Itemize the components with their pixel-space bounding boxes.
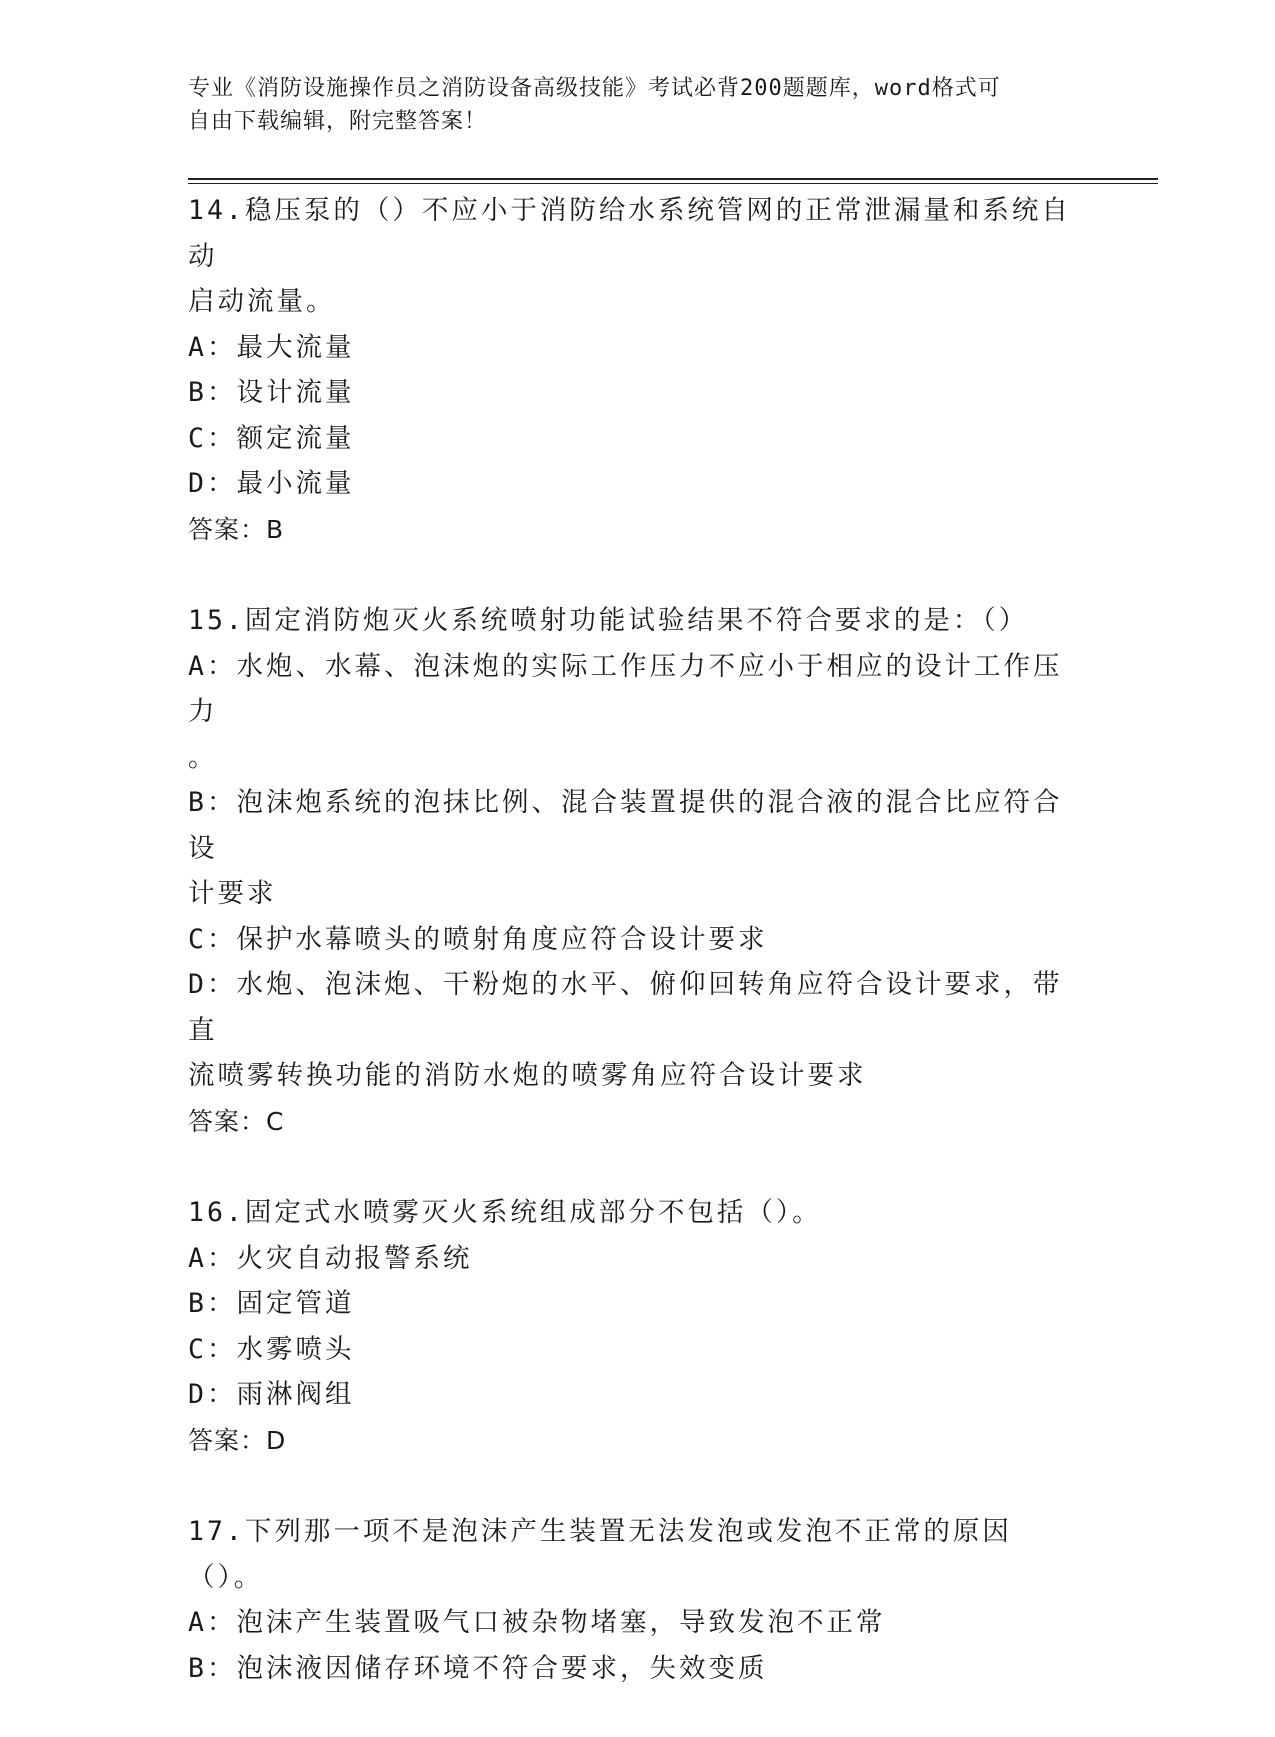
question-16 — [188, 1190, 1078, 1463]
option-b: B：泡沫炮系统的泡抹比例、混合装置提供的混合液的混合比应符合设 — [188, 787, 1063, 864]
header-line-1: 专业《消防设施操作员之消防设备高级技能》考试必背200题题库，word格式可 — [188, 76, 1001, 101]
option-c: C：保护水幕喷头的喷射角度应符合设计要求 — [188, 923, 768, 955]
option-d: D：雨淋阀组 — [188, 1379, 355, 1410]
answer: 答案：D — [188, 1425, 287, 1455]
option-a: A：泡沫产生装置吸气口被杂物堵塞，导致发泡不正常 — [188, 1607, 886, 1638]
question-stem: 14.稳压泵的（）不应小于消防给水系统管网的正常泄漏量和系统自动 — [188, 195, 1071, 272]
option-a: A：火灾自动报警系统 — [188, 1242, 473, 1274]
option-b-continued: 计要求 — [188, 878, 277, 909]
answer: 答案：C — [188, 1106, 285, 1136]
question-17 — [188, 1509, 1078, 1691]
option-c: C：额定流量 — [188, 422, 355, 454]
option-b: B：设计流量 — [188, 377, 355, 408]
option-a: A：水炮、水幕、泡沫炮的实际工作压力不应小于相应的设计工作压力 — [188, 650, 1063, 727]
question-list — [188, 188, 1078, 1737]
question-14 — [188, 188, 1078, 552]
option-d: D：最小流量 — [188, 468, 355, 499]
option-a-continued: 。 — [188, 741, 218, 773]
option-a: A：最大流量 — [188, 331, 355, 363]
option-c: C：水雾喷头 — [188, 1333, 355, 1365]
header-divider-thin — [188, 183, 1158, 184]
option-d: D：水炮、泡沫炮、干粉炮的水平、俯仰回转角应符合设计要求，带直 — [188, 969, 1063, 1046]
question-stem: 15.固定消防炮灭火系统喷射功能试验结果不符合要求的是：（） — [188, 605, 1029, 636]
header-divider-thick — [188, 178, 1158, 180]
question-15 — [188, 598, 1078, 1144]
option-b: B：固定管道 — [188, 1288, 355, 1319]
question-stem: 16.固定式水喷雾灭火系统组成部分不包括（）。 — [188, 1197, 822, 1228]
option-b: B：泡沫液因储存环境不符合要求，失效变质 — [188, 1652, 768, 1684]
question-stem: 17.下列那一项不是泡沫产生装置无法发泡或发泡不正常的原因（）。 — [188, 1516, 1012, 1593]
answer: 答案：B — [188, 514, 285, 544]
header-line-2: 自由下载编辑，附完整答案！ — [188, 109, 488, 134]
option-d-continued: 流喷雾转换功能的消防水炮的喷雾角应符合设计要求 — [188, 1060, 867, 1091]
question-stem-continued: 启动流量。 — [188, 286, 336, 317]
document-header — [188, 72, 1068, 138]
